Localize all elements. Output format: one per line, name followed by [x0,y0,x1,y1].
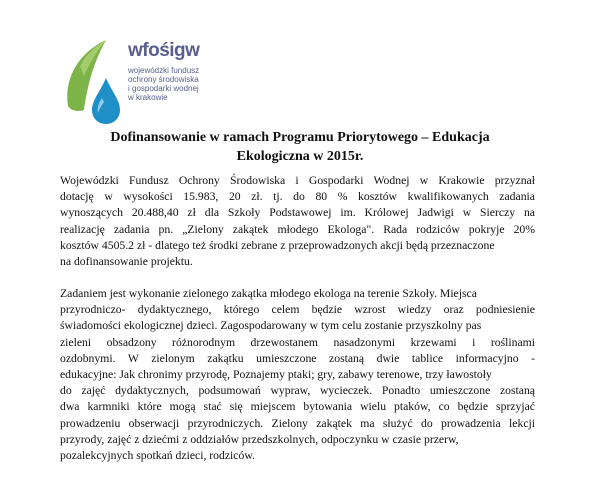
paragraph-line: pozalekcyjnych spotkań dzieci, rodziców. [60,449,255,463]
paragraph-line: wynoszących 20.488,40 zł dla Szkoły Podstawowej im. Królowej Jadwigi w Sierczy na [60,206,535,220]
paragraph-grant-info [60,173,535,270]
paragraph-line: Zadaniem jest wykonanie zielonego zakątka młodego ekologa na terenie Szkoły. Miejsca [60,287,477,300]
paragraph-line: na dofinansowanie projektu. [60,255,193,269]
paragraph-line: edukacyjne: Jak chronimy przyrodę, Poznajemy ptaki; gry, zabawy terenowe, trzy ławostoły [60,368,492,382]
leaf-drop-icon [62,36,132,126]
paragraph-line: dwa karmniki które mogą stać się miejscem bytowania wielu ptaków, co będzie sprzyjać [60,400,535,414]
paragraph-project-description [60,286,535,464]
logo-caption-line: wojewódzki fundusz [128,66,200,75]
paragraph-line: przyrody, zajęć z dziećmi z oddziałów przedszkolnych, odpoczynku w czasie przerw, [60,432,459,446]
paragraph-line: realizację zadania pn. „Zielony zakątek młodego Ekologa". Rada rodziców pokryje 20% [60,222,535,236]
logo-brand-name: wfośigw [128,40,200,61]
paragraph-line: do zajęć dydaktycznych, podsumowań wypraw, wycieczek. Ponadto umieszczone zostaną [60,384,535,398]
logo-caption-line: w krakowie [128,93,168,102]
title-line-1: Dofinansowanie w ramach Programu Priorytowego – Edukacja [110,130,490,145]
logo-caption-line: i gospodarki wodnej [128,84,199,93]
paragraph-line: dotację w wysokości 15.983, 20 zł. tj. do 80 % kosztów kwalifikowanych zadania [60,190,535,204]
title-line-2: Ekologiczna w 2015r. [236,149,364,164]
paragraph-line: przyrodniczo- dydaktycznego, którego celem będzie wzrost wiedzy oraz podniesienie [60,303,535,317]
paragraph-line: kosztów 4505.2 zł - dlatego też środki zebrane z przeprowadzonych akcji będą przeznaczone [60,238,495,252]
logo-caption [128,66,238,102]
wfosigw-logo [62,36,232,126]
paragraph-line: zieleni obsadzony różnorodnym drzewostanem nasadzonymi krzewami i roślinami [60,335,535,349]
paragraph-line: prowadzeniu obserwacji przyrodniczych. Zielony zakątek ma służyć do prowadzenia lekcji [60,416,535,430]
document-title [60,128,540,166]
paragraph-line: ozdobnymi. W zielonym zakątku umieszczone zostaną dwie tablice informacyjno - [60,351,535,365]
paragraph-line: świadomości ekologicznej dzieci. Zagospodarowany w tym celu zostanie przyszkolny pas [60,319,482,333]
logo-caption-line: ochrony środowiska [128,75,199,84]
paragraph-line: Wojewódzki Fundusz Ochrony Środowiska i Gospodarki Wodnej w Krakowie przyznał [60,174,535,187]
